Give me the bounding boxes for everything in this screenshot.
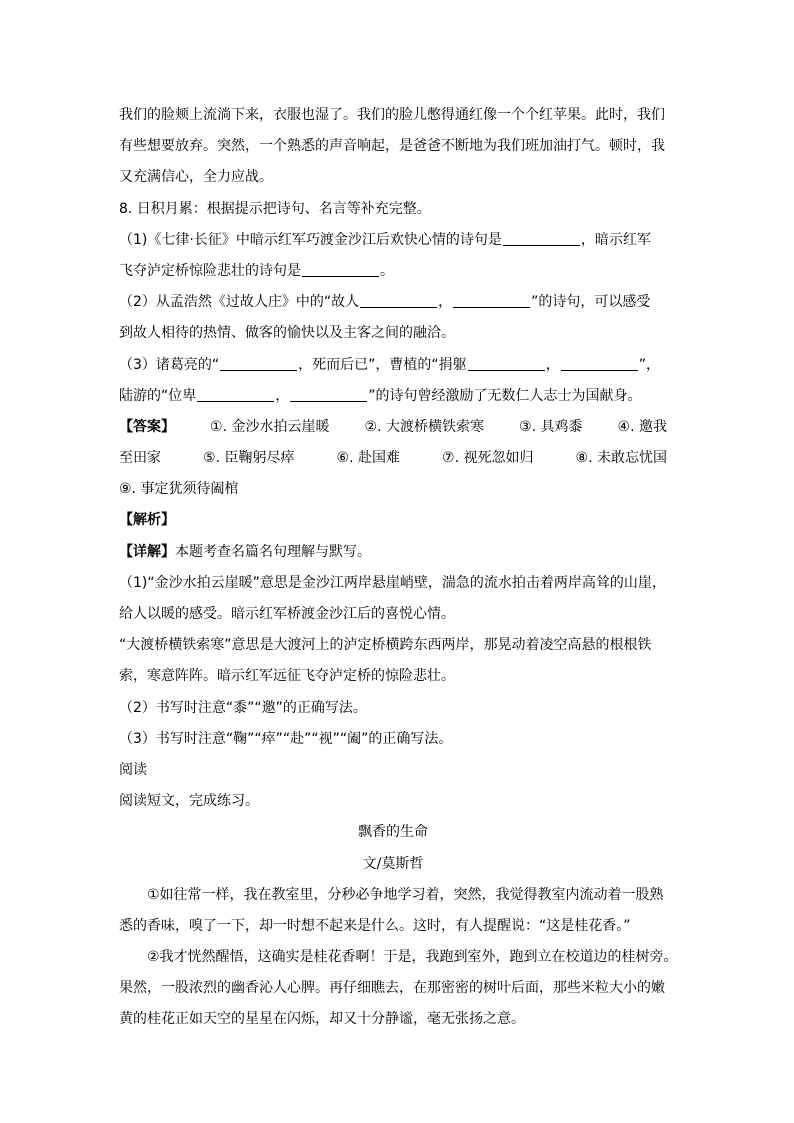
text: （2）从孟浩然《过故人庄》中的“故人 — [119, 294, 360, 311]
text: ， — [438, 294, 453, 311]
answer-item: ②. 大渡桥横铁索寒 — [364, 418, 484, 435]
analysis-line — [119, 630, 667, 661]
text: ”的诗句，可以感受 — [531, 294, 651, 311]
answer-blank — [453, 293, 530, 308]
answer-item: ①. 金沙水拍云崖暖 — [210, 418, 330, 435]
answer-blank — [561, 356, 638, 371]
text: ”， — [638, 356, 660, 373]
text: 【解析】 — [119, 512, 175, 529]
analysis-line — [119, 693, 667, 724]
text: 果然，一股浓烈的幽香沁人心脾。再仔细瞧去，在那密密的树叶后面，那些米粒大小的嫩 — [119, 980, 665, 997]
article-paragraph — [119, 973, 667, 1004]
passage-line — [119, 162, 667, 193]
text: （3）书写时注意“鞠”“瘁”“赴”“视”“阖”的正确写法。 — [119, 730, 453, 747]
analysis-detail — [119, 537, 667, 568]
document-page — [119, 100, 678, 1036]
text: ②我才恍然醒悟，这确实是桂花香啊！于是，我跑到室外，跑到立在校道边的桂树旁。 — [147, 949, 678, 966]
text: 。 — [380, 262, 394, 279]
text: ，死而后已”，曹植的“捐躯 — [298, 356, 467, 373]
text: 8. 日积月累：根据提示把诗句、名言等补充完整。 — [119, 200, 431, 217]
text: ， — [545, 356, 560, 373]
text: 文/莫斯哲 — [362, 855, 424, 872]
answer-blank — [302, 262, 379, 277]
question-8-title — [119, 194, 667, 225]
text: “大渡桥横铁索寒”意思是大渡河上的泸定桥横跨东西两岸，那晃动着凌空高悬的根根铁 — [119, 637, 652, 654]
text: 阅读短文，完成练习。 — [119, 793, 259, 810]
text: 黄的桂花正如天空的星星在闪烁，却又十分静谧，毫无张扬之意。 — [119, 1011, 525, 1028]
answer-item: ⑤. 臣鞠躬尽瘁 — [203, 450, 295, 467]
question-8-1-cont — [119, 256, 667, 287]
answer-line — [119, 412, 667, 443]
article-paragraph — [119, 942, 678, 973]
text: 又充满信心，全力应战。 — [119, 169, 273, 186]
article-author — [119, 849, 667, 880]
detail-label: 【详解】 — [119, 543, 175, 560]
text: 到故人相待的热情、做客的愉快以及主客之间的融洽。 — [119, 325, 455, 342]
text: 本题考查名篇名句理解与默写。 — [175, 543, 371, 560]
answer-label: 【答案】 — [119, 418, 175, 435]
text: 悉的香味，嗅了一下，却一时想不起来是什么。这时，有人提醒说：“这是桂花香。” — [119, 917, 631, 934]
answer-item: ⑨. 事定犹须待阖棺 — [119, 481, 239, 498]
question-8-2 — [119, 287, 667, 318]
text: 我们的脸颊上流淌下来，衣服也湿了。我们的脸儿憋得通红像一个个红苹果。此时，我们 — [119, 107, 665, 123]
passage-line — [119, 131, 667, 162]
answer-item: ⑧. 未敢忘忧国 — [575, 450, 667, 467]
text: ，暗示红军 — [580, 231, 651, 248]
analysis-line — [119, 724, 667, 755]
analysis-line — [119, 661, 667, 692]
reading-section — [119, 755, 667, 786]
answer-item: ③. 具鸡黍 — [519, 418, 583, 435]
answer-line — [119, 443, 667, 474]
text: 给人以暖的感受。暗示红军桥渡金沙江后的喜悦心情。 — [119, 606, 455, 622]
answer-blank — [360, 293, 437, 308]
text: 飞夺泸定桥惊险悲壮的诗句是 — [119, 262, 301, 279]
article-paragraph — [119, 911, 667, 942]
analysis-label — [119, 505, 667, 536]
text: 阅读 — [119, 761, 147, 778]
answer-blank — [468, 356, 545, 371]
text: 索，寒意阵阵。暗示红军远征飞夺泸定桥的惊险悲壮。 — [119, 668, 455, 685]
answer-blank — [197, 387, 274, 402]
text: 有些想要放弃。突然，一个熟悉的声音响起，是爸爸不断地为我们班加油打气。顿时，我 — [119, 138, 665, 155]
analysis-line — [119, 568, 667, 599]
text: （1)“金沙水拍云崖暖”意思是金沙江两岸悬崖峭壁，湍急的流水拍击着两岸高耸的山崖， — [119, 574, 666, 591]
answer-blank — [220, 356, 297, 371]
text: ①如往常一样，我在教室里，分秒必争地学习着，突然，我觉得教室内流动着一股熟 — [147, 886, 664, 903]
text: （1)《七律·长征》中暗示红军巧渡金沙江后欢快心情的诗句是 — [119, 231, 502, 248]
reading-instruction — [119, 786, 667, 817]
text: （3）诸葛亮的“ — [119, 356, 220, 373]
text: （2）书写时注意“黍”“邀”的正确写法。 — [119, 699, 367, 716]
article-paragraph — [119, 1004, 667, 1035]
passage-line — [119, 100, 667, 131]
article-paragraph — [119, 880, 667, 911]
answer-blank — [503, 231, 580, 246]
text: ， — [275, 387, 290, 404]
answer-item: ⑥. 赴国难 — [336, 450, 400, 467]
question-8-2-cont — [119, 318, 667, 349]
question-8-3 — [119, 350, 667, 381]
answer-item: ④. 邀我 — [617, 418, 667, 435]
text: 陆游的“位卑 — [119, 387, 197, 404]
answer-blank — [290, 387, 367, 402]
analysis-line — [119, 599, 667, 630]
question-8-3-cont — [119, 381, 667, 412]
question-8-1 — [119, 225, 667, 256]
answer-item: ⑦. 视死忽如归 — [442, 450, 534, 467]
text: ”的诗句曾经激励了无数仁人志士为国献身。 — [368, 387, 642, 404]
text: 飘香的生命 — [358, 824, 428, 841]
article-title — [119, 817, 667, 848]
answer-item: 至田家 — [119, 450, 161, 467]
answer-line — [119, 474, 667, 505]
